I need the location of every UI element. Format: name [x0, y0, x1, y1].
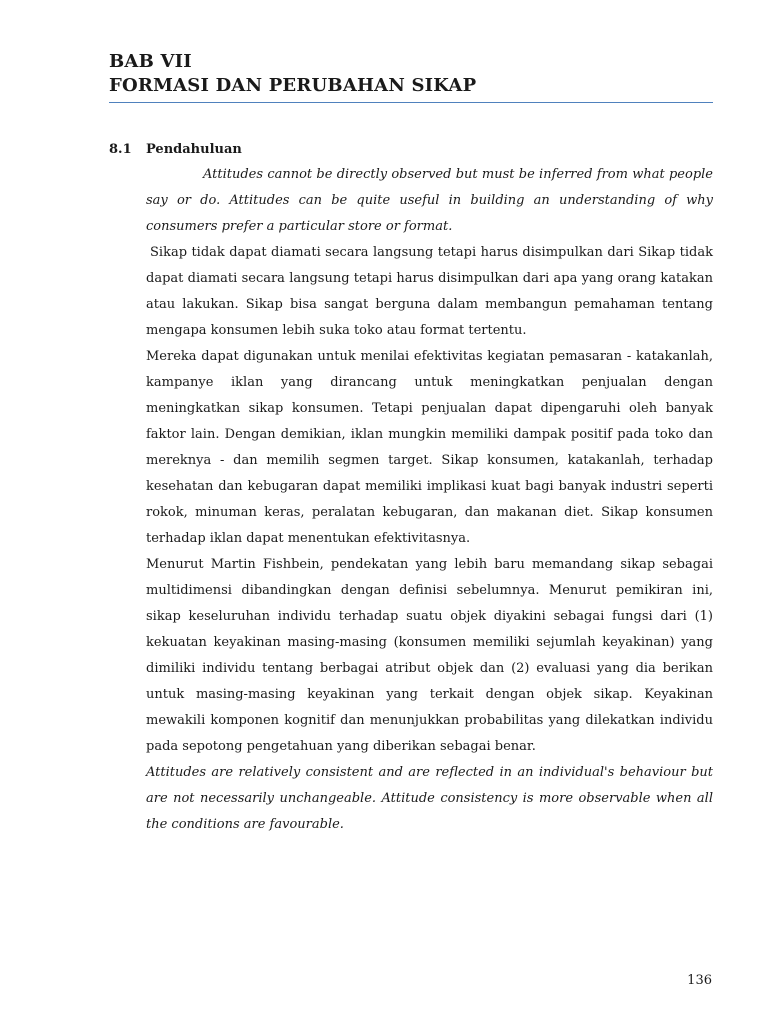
- chapter-title: FORMASI DAN PERUBAHAN SIKAP: [109, 75, 477, 96]
- paragraph-english-intro: Attitudes cannot be directly observed but must be inferred from what people say or do. Attitudes can be quite useful in building an understanding of why consumers prefer a particular store or format.: [146, 167, 713, 234]
- heading-rule: [109, 102, 713, 103]
- section-heading: [109, 140, 242, 160]
- chapter-heading: [109, 50, 713, 98]
- section-title: Pendahuluan: [146, 142, 242, 157]
- chapter-label: BAB VII: [109, 51, 192, 72]
- body-text: [146, 162, 713, 838]
- paragraph-english-consistency: Attitudes are relatively consistent and are reflected in an individual's behaviour but are not necessarily unchangeable. Attitude consistency is more observable when all the conditions are favourable.: [146, 765, 713, 832]
- section-number: 8.1: [109, 142, 132, 157]
- paragraph-fishbein: Menurut Martin Fishbein, pendekatan yang lebih baru memandang sikap sebagai multidimensi dibandingkan dengan definisi sebelumnya. Menurut pemikiran ini, sikap keseluruhan individu terhadap suatu objek diyakini sebagai fungsi dari (1) kekuatan keyakinan masing-masing (konsumen memiliki sejumlah keyakinan) yang dimiliki individu tentang berbagai atribut objek dan (2) evaluasi yang dia berikan untuk masing-masing keyakinan yang terkait dengan objek sikap. Keyakinan mewakili komponen kognitif dan menunjukkan probabilitas yang dilekatkan individu pada sepotong pengetahuan yang diberikan sebagai benar.: [146, 557, 713, 754]
- page-number: 136: [687, 973, 712, 988]
- paragraph-sikap-definition: Sikap tidak dapat diamati secara langsung tetapi harus disimpulkan dari Sikap tidak dapat diamati secara langsung tetapi harus disimpulkan dari apa yang orang katakan atau lakukan. Sikap bisa sangat berguna dalam membangun pemahaman tentang mengapa konsumen lebih suka toko atau format tertentu.: [146, 245, 713, 338]
- paragraph-marketing-effectiveness: Mereka dapat digunakan untuk menilai efektivitas kegiatan pemasaran - katakanlah, kampanye iklan yang dirancang untuk meningkatkan penjualan dengan meningkatkan sikap konsumen. Tetapi penjualan dapat dipengaruhi oleh banyak faktor lain. Dengan demikian, iklan mungkin memiliki dampak positif pada toko dan mereknya - dan memilih segmen target. Sikap konsumen, katakanlah, terhadap kesehatan dan kebugaran dapat memiliki implikasi kuat bagi banyak industri seperti rokok, minuman keras, peralatan kebugaran, dan makanan diet. Sikap konsumen terhadap iklan dapat menentukan efektivitasnya.: [146, 349, 713, 546]
